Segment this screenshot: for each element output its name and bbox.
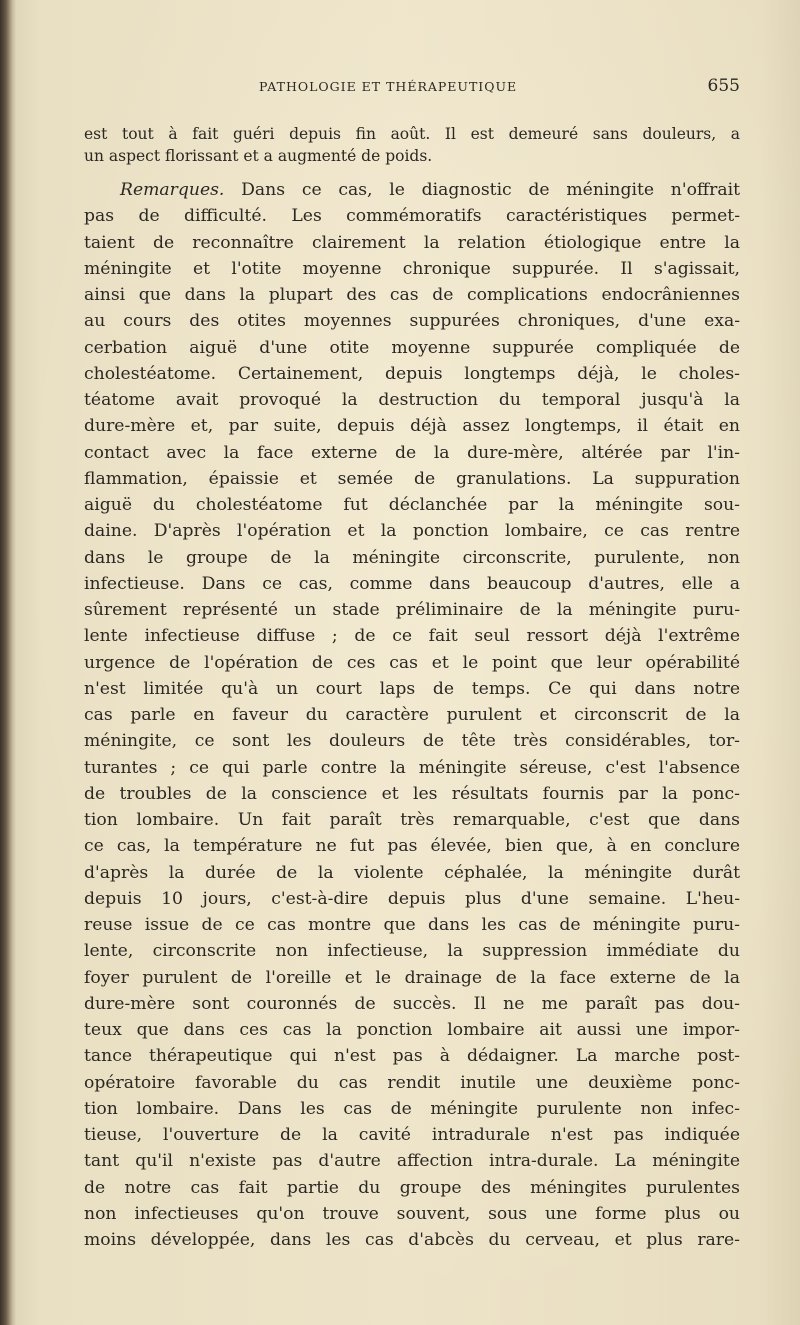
text-line: sûrement représenté un stade préliminaire de la méningite puru-: [84, 600, 740, 620]
text-line: moins développée, dans les cas d'abcès du cerveau, et plus rare-: [84, 1230, 740, 1250]
text-line: méningite et l'otite moyenne chronique suppurée. Il s'agissait,: [84, 258, 740, 279]
paragraph-remarques: [84, 203, 740, 1253]
text-line: lente, circonscrite non infectieuse, la suppression immédiate du: [84, 941, 740, 962]
text-line: taient de reconnaître clairement la relation étiologique entre la: [84, 232, 740, 253]
text-line: non infectieuses qu'on trouve souvent, sous une forme plus ou: [84, 1203, 740, 1224]
text-line: foyer purulent de l'oreille et le drainage de la face externe de la: [84, 967, 740, 988]
text-line: d'après la durée de la violente céphalée, la méningite durât: [84, 862, 740, 883]
section-label: Remarques.: [120, 180, 225, 200]
text-segment: Dans ce cas, le diagnostic de méningite n'offrait: [224, 180, 740, 200]
text-line: [84, 177, 740, 203]
text-line: urgence de l'opération de ces cas et le point que leur opérabilité: [84, 652, 740, 673]
text-line: ainsi que dans la plupart des cas de complications endocrâniennes: [84, 285, 740, 305]
running-header: [84, 76, 740, 100]
text-line: teux que dans ces cas la ponction lombaire ait aussi une impor-: [84, 1020, 740, 1040]
text-line: infectieuse. Dans ce cas, comme dans beaucoup d'autres, elle a: [84, 573, 740, 594]
text-line: contact avec la face externe de la dure-mère, altérée par l'in-: [84, 442, 740, 463]
text-line: daine. D'après l'opération et la ponction lombaire, ce cas rentre: [84, 521, 740, 542]
text-line: cholestéatome. Certainement, depuis longtemps déjà, le choles-: [84, 363, 740, 384]
text-line: cas parle en faveur du caractère purulent et circonscrit de la: [84, 705, 740, 725]
text-line: aiguë du cholestéatome fut déclanchée par la méningite sou-: [84, 495, 740, 515]
text-line: méningite, ce sont les douleurs de tête très considérables, tor-: [84, 731, 740, 752]
page-number: 655: [707, 76, 740, 96]
text-line: lente infectieuse diffuse ; de ce fait seul ressort déjà l'extrême: [84, 626, 740, 647]
text-line: téatome avait provoqué la destruction du temporal jusqu'à la: [84, 390, 740, 410]
text-line: dure-mère sont couronnés de succès. Il ne me paraît pas dou-: [84, 993, 740, 1014]
text-line: un aspect florissant et a augmenté de poids.: [84, 147, 433, 165]
text-line: tance thérapeutique qui n'est pas à dédaigner. La marche post-: [84, 1046, 740, 1067]
text-line: est tout à fait guéri depuis fin août. Il est demeuré sans douleurs, a: [84, 125, 740, 143]
text-line: depuis 10 jours, c'est-à-dire depuis plus d'une semaine. L'heu-: [84, 888, 740, 909]
text-line: tieuse, l'ouverture de la cavité intradurale n'est pas indiquée: [84, 1125, 740, 1145]
running-title: PATHOLOGIE ET THÉRAPEUTIQUE: [259, 79, 518, 94]
text-line: reuse issue de ce cas montre que dans les cas de méningite puru-: [84, 915, 740, 935]
text-line: de notre cas fait partie du groupe des méningites purulentes: [84, 1177, 740, 1198]
text-line: tion lombaire. Un fait paraît très remarquable, c'est que dans: [84, 810, 740, 830]
text-line: de troubles de la conscience et les résultats fournis par la ponc-: [84, 783, 740, 804]
text-line: dans le groupe de la méningite circonscrite, purulente, non: [84, 547, 740, 568]
page-binding-shadow: [0, 0, 16, 1325]
text-line: flammation, épaissie et semée de granulations. La suppuration: [84, 468, 740, 489]
body-text: [84, 123, 740, 1253]
text-line: tant qu'il n'existe pas d'autre affection intra-durale. La méningite: [84, 1151, 740, 1172]
text-line: tion lombaire. Dans les cas de méningite purulente non infec-: [84, 1098, 740, 1119]
text-line: turantes ; ce qui parle contre la méningite séreuse, c'est l'absence: [84, 757, 740, 778]
text-line: opératoire favorable du cas rendit inutile une deuxième ponc-: [84, 1072, 740, 1093]
text-line: ce cas, la température ne fut pas élevée, bien que, à en conclure: [84, 836, 740, 857]
text-line: dure-mère et, par suite, depuis déjà assez longtemps, il était en: [84, 416, 740, 437]
text-line: n'est limitée qu'à un court laps de temps. Ce qui dans notre: [84, 678, 740, 699]
text-line: au cours des otites moyennes suppurées chroniques, d'une exa-: [84, 311, 740, 332]
text-line: pas de difficulté. Les commémoratifs caractéristiques permet-: [84, 206, 740, 227]
text-line: cerbation aiguë d'une otite moyenne suppurée compliquée de: [84, 337, 740, 358]
